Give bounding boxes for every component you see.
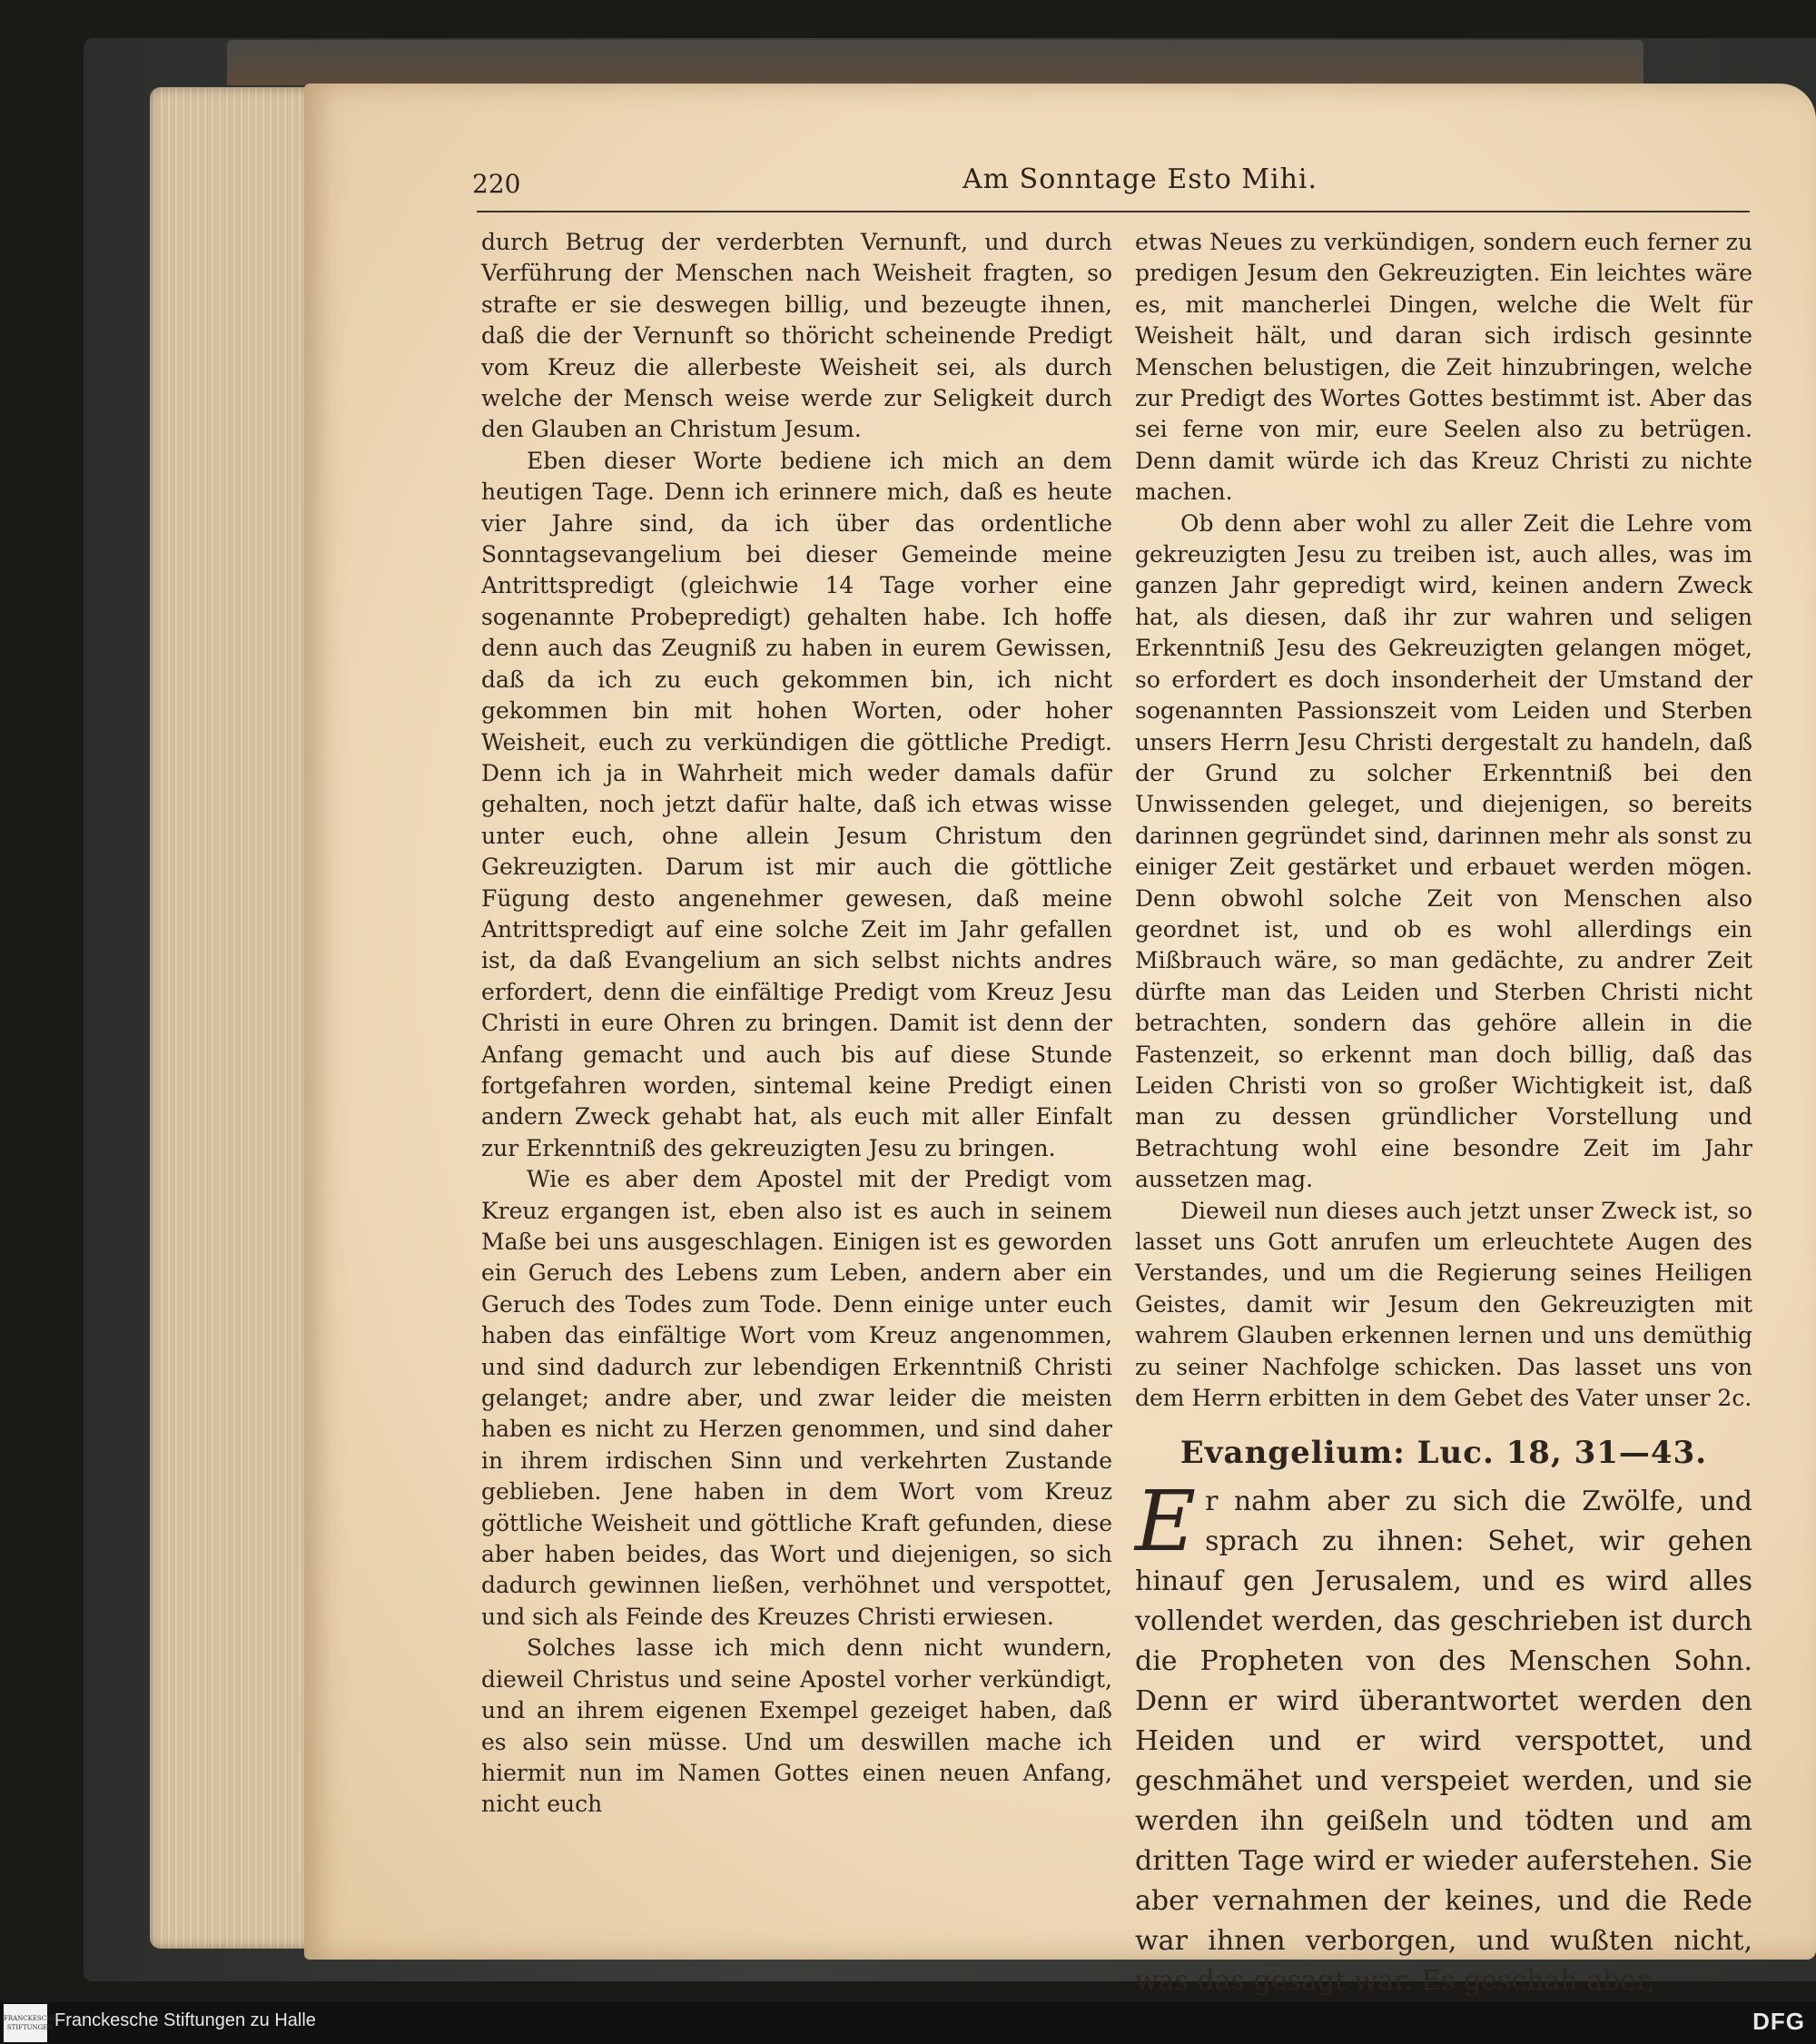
- drop-cap: E: [1135, 1472, 1197, 1570]
- running-title: Am Sonntage Esto Mihi.: [962, 163, 1318, 195]
- gospel-body: r nahm aber zu sich die Zwölfe, und sprach zu ihnen: Sehet, wir gehen hinauf gen Jerusalem, und es wird alles vollendet werden, das geschrieben ist durch die Propheten von des Menschen Sohn. Denn er wird überantwortet werden den Heiden und er wird verspottet, und geschmähet und verspeiet werden, und sie werden ihn geißeln und tödten und am dritten Tage wird er wieder auferstehen. Sie aber vernahmen der keines, und die Rede war ihnen verborgen, und wußten nicht, was das gesagt war. Es geschah aber,: [1135, 1485, 1752, 1997]
- paragraph: durch Betrug der verderbten Vernunft, und durch Verführung der Menschen nach Weisheit fragten, so strafte er sie deswegen billig, und bezeugte ihnen, daß die der Vernunft so thöricht scheinende Predigt vom Kreuz die allerbeste Weisheit sei, als durch welche der Mensch weise werde zur Seligkeit durch den Glauben an Christum Jesum.: [481, 229, 1112, 443]
- paragraph: Wie es aber dem Apostel mit der Predigt vom Kreuz ergangen ist, eben also ist es auch in seinem Maße bei uns ausgeschlagen. Einigen ist es geworden ein Geruch des Lebens zum Leben, andern aber ein Geruch des Todes zum Tode. Denn einige unter euch haben das einfältige Wort vom Kreuz angenommen, und sind dadurch zur lebendigen Erkenntniß Christi gelanget; andre aber, und zwar leider die meisten haben es nicht zu Herzen genommen, und sind daher in ihrem irdischen Sinn und verkehrten Zustande geblieben. Jene haben in dem Wort vom Kreuz göttliche Weisheit und göttliche Kraft gefunden, diese aber haben beides, das Wort und diejenigen, so sich dadurch gewinnen ließen, verhöhnet und verspottet, und sich als Feinde des Kreuzes Christi erwiesen.: [481, 1166, 1112, 1630]
- logo-text: FRANCKESCHE STIFTUNGEN: [4, 2014, 57, 2031]
- paragraph: etwas Neues zu verkündigen, sondern euch ferner zu predigen Jesum den Gekreuzigten. Ein leichtes wäre es, mit mancherlei Dingen, welche die Welt für Weisheit hält, und daran sich irdisch gesinnte Menschen belustigen, die Zeit hinzubringen, welche zur Predigt des Wortes Gottes bestimmt ist. Aber das sei ferne von mir, eure Seelen also zu betrügen. Denn damit würde ich das Kreuz Christi zu nichte machen.: [1135, 229, 1752, 506]
- gospel-heading: Evangelium: Luc. 18, 31—43.: [1179, 1435, 1708, 1472]
- institution-name: Franckesche Stiftungen zu Halle: [54, 2010, 316, 2030]
- gospel-text: [1135, 1472, 1752, 2001]
- institution-logo: [4, 2004, 57, 2042]
- dfg-logo: DFG: [1752, 2008, 1805, 2035]
- book-spine-top: [227, 40, 1643, 85]
- paragraph: Dieweil nun dieses auch jetzt unser Zweck ist, so lasset uns Gott anrufen um erleuchtete Augen des Verstandes, und um die Regierung seines Heiligen Geistes, damit wir Jesum den Gekreuzigten mit wahrem Glauben erkennen lernen und uns demüthig zu seiner Nachfolge schicken. Das lasset uns von dem Herrn erbitten in dem Gebet des Vater unser 2c.: [1135, 1197, 1752, 1412]
- header-rule: [477, 211, 1750, 212]
- right-column: [1135, 227, 1752, 2001]
- running-head: [472, 163, 1752, 209]
- left-column: [481, 227, 1112, 1821]
- page-number: 220: [472, 169, 521, 199]
- paragraph: Solches lasse ich mich denn nicht wundern, dieweil Christus und seine Apostel vorher verkündigt, und an ihrem eigenen Exempel gezeiget haben, daß es also sein müsse. Und um deswillen mache ich hiermit nun im Namen Gottes einen neuen Anfang, nicht euch: [481, 1634, 1112, 1818]
- paragraph: Ob denn aber wohl zu aller Zeit die Lehre vom gekreuzigten Jesu zu treiben ist, auch alles, was im ganzen Jahr gepredigt wird, keinen andern Zweck hat, als diesen, daß ihr zur wahren und seligen Erkenntniß Jesu des Gekreuzigten gelangen möget, so erfordert es doch insonderheit der Umstand der sogenannten Passionszeit vom Leiden und Sterben unsers Herrn Jesu Christi dergestalt zu handeln, daß der Grund zu solcher Erkenntniß bei den Unwissenden geleget, und diejenigen, so bereits darinnen gegründet sind, darinnen mehr als sonst zu einiger Zeit gestärket und erbauet werden mögen. Denn obwohl solche Zeit von Menschen also geordnet ist, und ob es wohl allerdings ein Mißbrauch wäre, so man gedächte, zu andrer Zeit dürfte man das Leiden und Sterben Christi nicht betrachten, sondern das gehöre allein in die Fastenzeit, so erkennt man doch billig, daß das Leiden Christi von so großer Wichtigkeit ist, daß man zu dessen gründlicher Vorstellung und Betrachtung wohl eine besondre Zeit im Jahr aussetzen mag.: [1135, 509, 1752, 1193]
- page-edges: [150, 87, 313, 1949]
- paragraph: Eben dieser Worte bediene ich mich an dem heutigen Tage. Denn ich erinnere mich, daß es heute vier Jahre sind, da ich über das ordentliche Sonntagsevangelium bei dieser Gemeinde meine Antrittspredigt (gleichwie 14 Tage vorher eine sogenannte Probepredigt) gehalten habe. Ich hoffe denn auch das Zeugniß zu haben in eurem Gewissen, daß da ich zu euch gekommen bin, ich nicht gekommen bin mit hohen Worten, oder hoher Weisheit, euch zu verkündigen die göttliche Predigt. Denn ich ja in Wahrheit mich weder damals dafür gehalten, noch jetzt dafür halte, daß ich etwas wisse unter euch, ohne allein Jesum Christum den Gekreuzigten. Darum ist mir auch die göttliche Fügung desto angenehmer gewesen, daß meine Antrittspredigt auf eine solche Zeit im Jahr gefallen ist, da daß Evangelium an sich selbst nichts andres erfordert, denn die einfältige Predigt vom Kreuz Jesu Christi in eure Ohren zu bringen. Damit ist denn der Anfang gemacht und auch bis auf diese Stunde fortgefahren worden, sintemal keine Predigt einen andern Zweck gehabt hat, als euch mit aller Einfalt zur Erkenntniß des gekreuzigten Jesu zu bringen.: [481, 447, 1112, 1161]
